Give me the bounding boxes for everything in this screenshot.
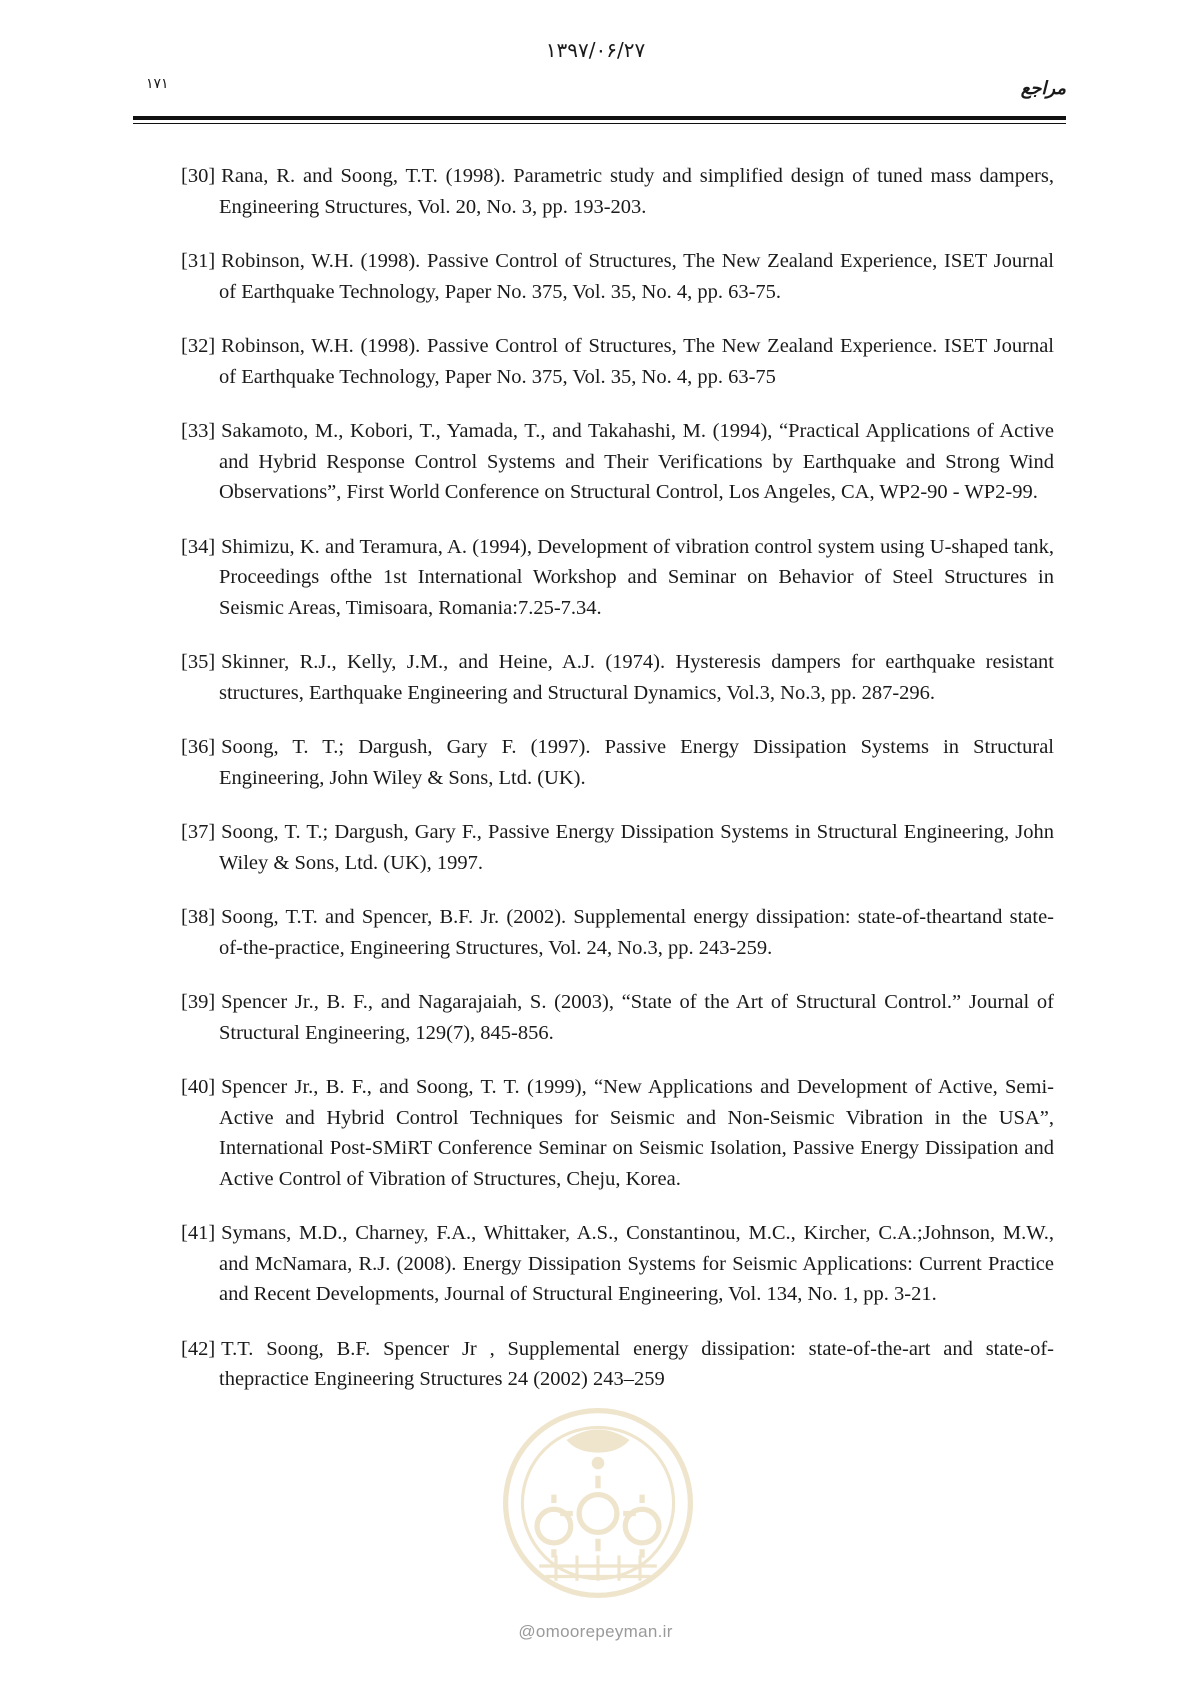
reference-number: [31] xyxy=(181,250,216,272)
reference-text: Soong, T. T.; Dargush, Gary F., Passive Energy Dissipation Systems in Structural Engineering, John Wiley & Sons, Ltd. (UK), 1997. xyxy=(219,821,1054,874)
header-date: ۱۳۹۷/۰۶/۲۷ xyxy=(545,38,646,62)
reference-text: Soong, T.T. and Spencer, B.F. Jr. (2002). Supplemental energy dissipation: state-of-theartand state-of-the-practice, Engineering Structures, Vol. 24, No.3, pp. 243-259. xyxy=(219,906,1054,959)
header-rule-thin xyxy=(133,123,1066,124)
reference-number: [36] xyxy=(181,736,216,758)
reference-number: [37] xyxy=(181,821,216,843)
reference-text: Robinson, W.H. (1998). Passive Control of Structures, The New Zealand Experience. ISET Journal of Earthquake Technology, Paper No. 375, Vol. 35, No. 4, pp. 63-75 xyxy=(219,335,1054,388)
reference-item xyxy=(181,532,1054,624)
reference-item xyxy=(181,1218,1054,1310)
reference-item xyxy=(181,416,1054,508)
reference-text: Skinner, R.J., Kelly, J.M., and Heine, A.J. (1974). Hysteresis dampers for earthquake resistant structures, Earthquake Engineering and Structural Dynamics, Vol.3, No.3, pp. 287-296. xyxy=(219,651,1054,704)
reference-number: [34] xyxy=(181,535,216,558)
reference-item xyxy=(181,817,1054,878)
reference-list xyxy=(181,161,1054,1419)
reference-item xyxy=(181,331,1054,392)
reference-item xyxy=(181,1334,1054,1395)
reference-number: [30] xyxy=(181,165,216,187)
reference-text: Shimizu, K. and Teramura, A. (1994), Development of vibration control system using U-shaped tank, Proceedings ofthe 1st International Workshop and Seminar on Behavior of Steel Structures in Seismic Areas, Timisoara, Romania:7.25-7.34. xyxy=(219,535,1054,619)
reference-item xyxy=(181,246,1054,307)
reference-text: Spencer Jr., B. F., and Soong, T. T. (1999), “New Applications and Development of Active, Semi-Active and Hybrid Control Techniques for Seismic and Non-Seismic Vibration in the USA”, International Post-SMiRT Conference Seminar on Seismic Isolation, Passive Energy Dissipation and Active Control of Vibration of Structures, Cheju, Korea. xyxy=(219,1076,1054,1190)
reference-number: [39] xyxy=(181,991,216,1013)
reference-text: T.T. Soong, B.F. Spencer Jr , Supplemental energy dissipation: state-of-the-art and state-of-thepractice Engineering Structures 24 (2002) 243–259 xyxy=(219,1337,1054,1390)
reference-number: [42] xyxy=(181,1337,216,1360)
page-number: ۱۷۱ xyxy=(146,76,169,92)
reference-item xyxy=(181,732,1054,793)
reference-text: Robinson, W.H. (1998). Passive Control of Structures, The New Zealand Experience, ISET Journal of Earthquake Technology, Paper No. 375, Vol. 35, No. 4, pp. 63-75. xyxy=(219,250,1054,303)
reference-text: Spencer Jr., B. F., and Nagarajaiah, S. (2003), “State of the Art of Structural Control.” Journal of Structural Engineering, 129(7), 845-856. xyxy=(219,991,1054,1044)
reference-text: Symans, M.D., Charney, F.A., Whittaker, A.S., Constantinou, M.C., Kircher, C.A.;Johnson, M.W., and McNamara, R.J. (2008). Energy Dissipation Systems for Seismic Applications: Current Practice and Recent Developments, Journal of Structural Engineering, Vol. 134, No. 1, pp. 3-21. xyxy=(219,1222,1054,1305)
reference-item xyxy=(181,987,1054,1048)
reference-item xyxy=(181,902,1054,963)
reference-number: [32] xyxy=(181,335,216,357)
reference-text: Rana, R. and Soong, T.T. (1998). Parametric study and simplified design of tuned mass dampers, Engineering Structures, Vol. 20, No. 3, pp. 193-203. xyxy=(219,165,1054,218)
reference-number: [41] xyxy=(181,1222,216,1244)
watermark-url: @omoorepeyman.ir xyxy=(518,1622,673,1641)
reference-text: Sakamoto, M., Kobori, T., Yamada, T., and Takahashi, M. (1994), “Practical Applications of Active and Hybrid Response Control Systems and Their Verifications by Earthquake and Strong Wind Observations”, First World Conference on Structural Control, Los Angeles, CA, WP2-90 - WP2-99. xyxy=(219,420,1054,503)
section-title: مراجع xyxy=(1020,78,1066,99)
reference-number: [35] xyxy=(181,651,216,673)
reference-text: Soong, T. T.; Dargush, Gary F. (1997). Passive Energy Dissipation Systems in Structural Engineering, John Wiley & Sons, Ltd. (UK). xyxy=(219,736,1054,789)
reference-number: [40] xyxy=(181,1076,216,1098)
reference-number: [38] xyxy=(181,906,216,928)
gear-logo-icon xyxy=(493,1398,703,1608)
reference-item xyxy=(181,161,1054,222)
header-rule-thick xyxy=(133,116,1066,120)
reference-item xyxy=(181,647,1054,708)
reference-item xyxy=(181,1072,1054,1194)
reference-number: [33] xyxy=(181,420,216,442)
